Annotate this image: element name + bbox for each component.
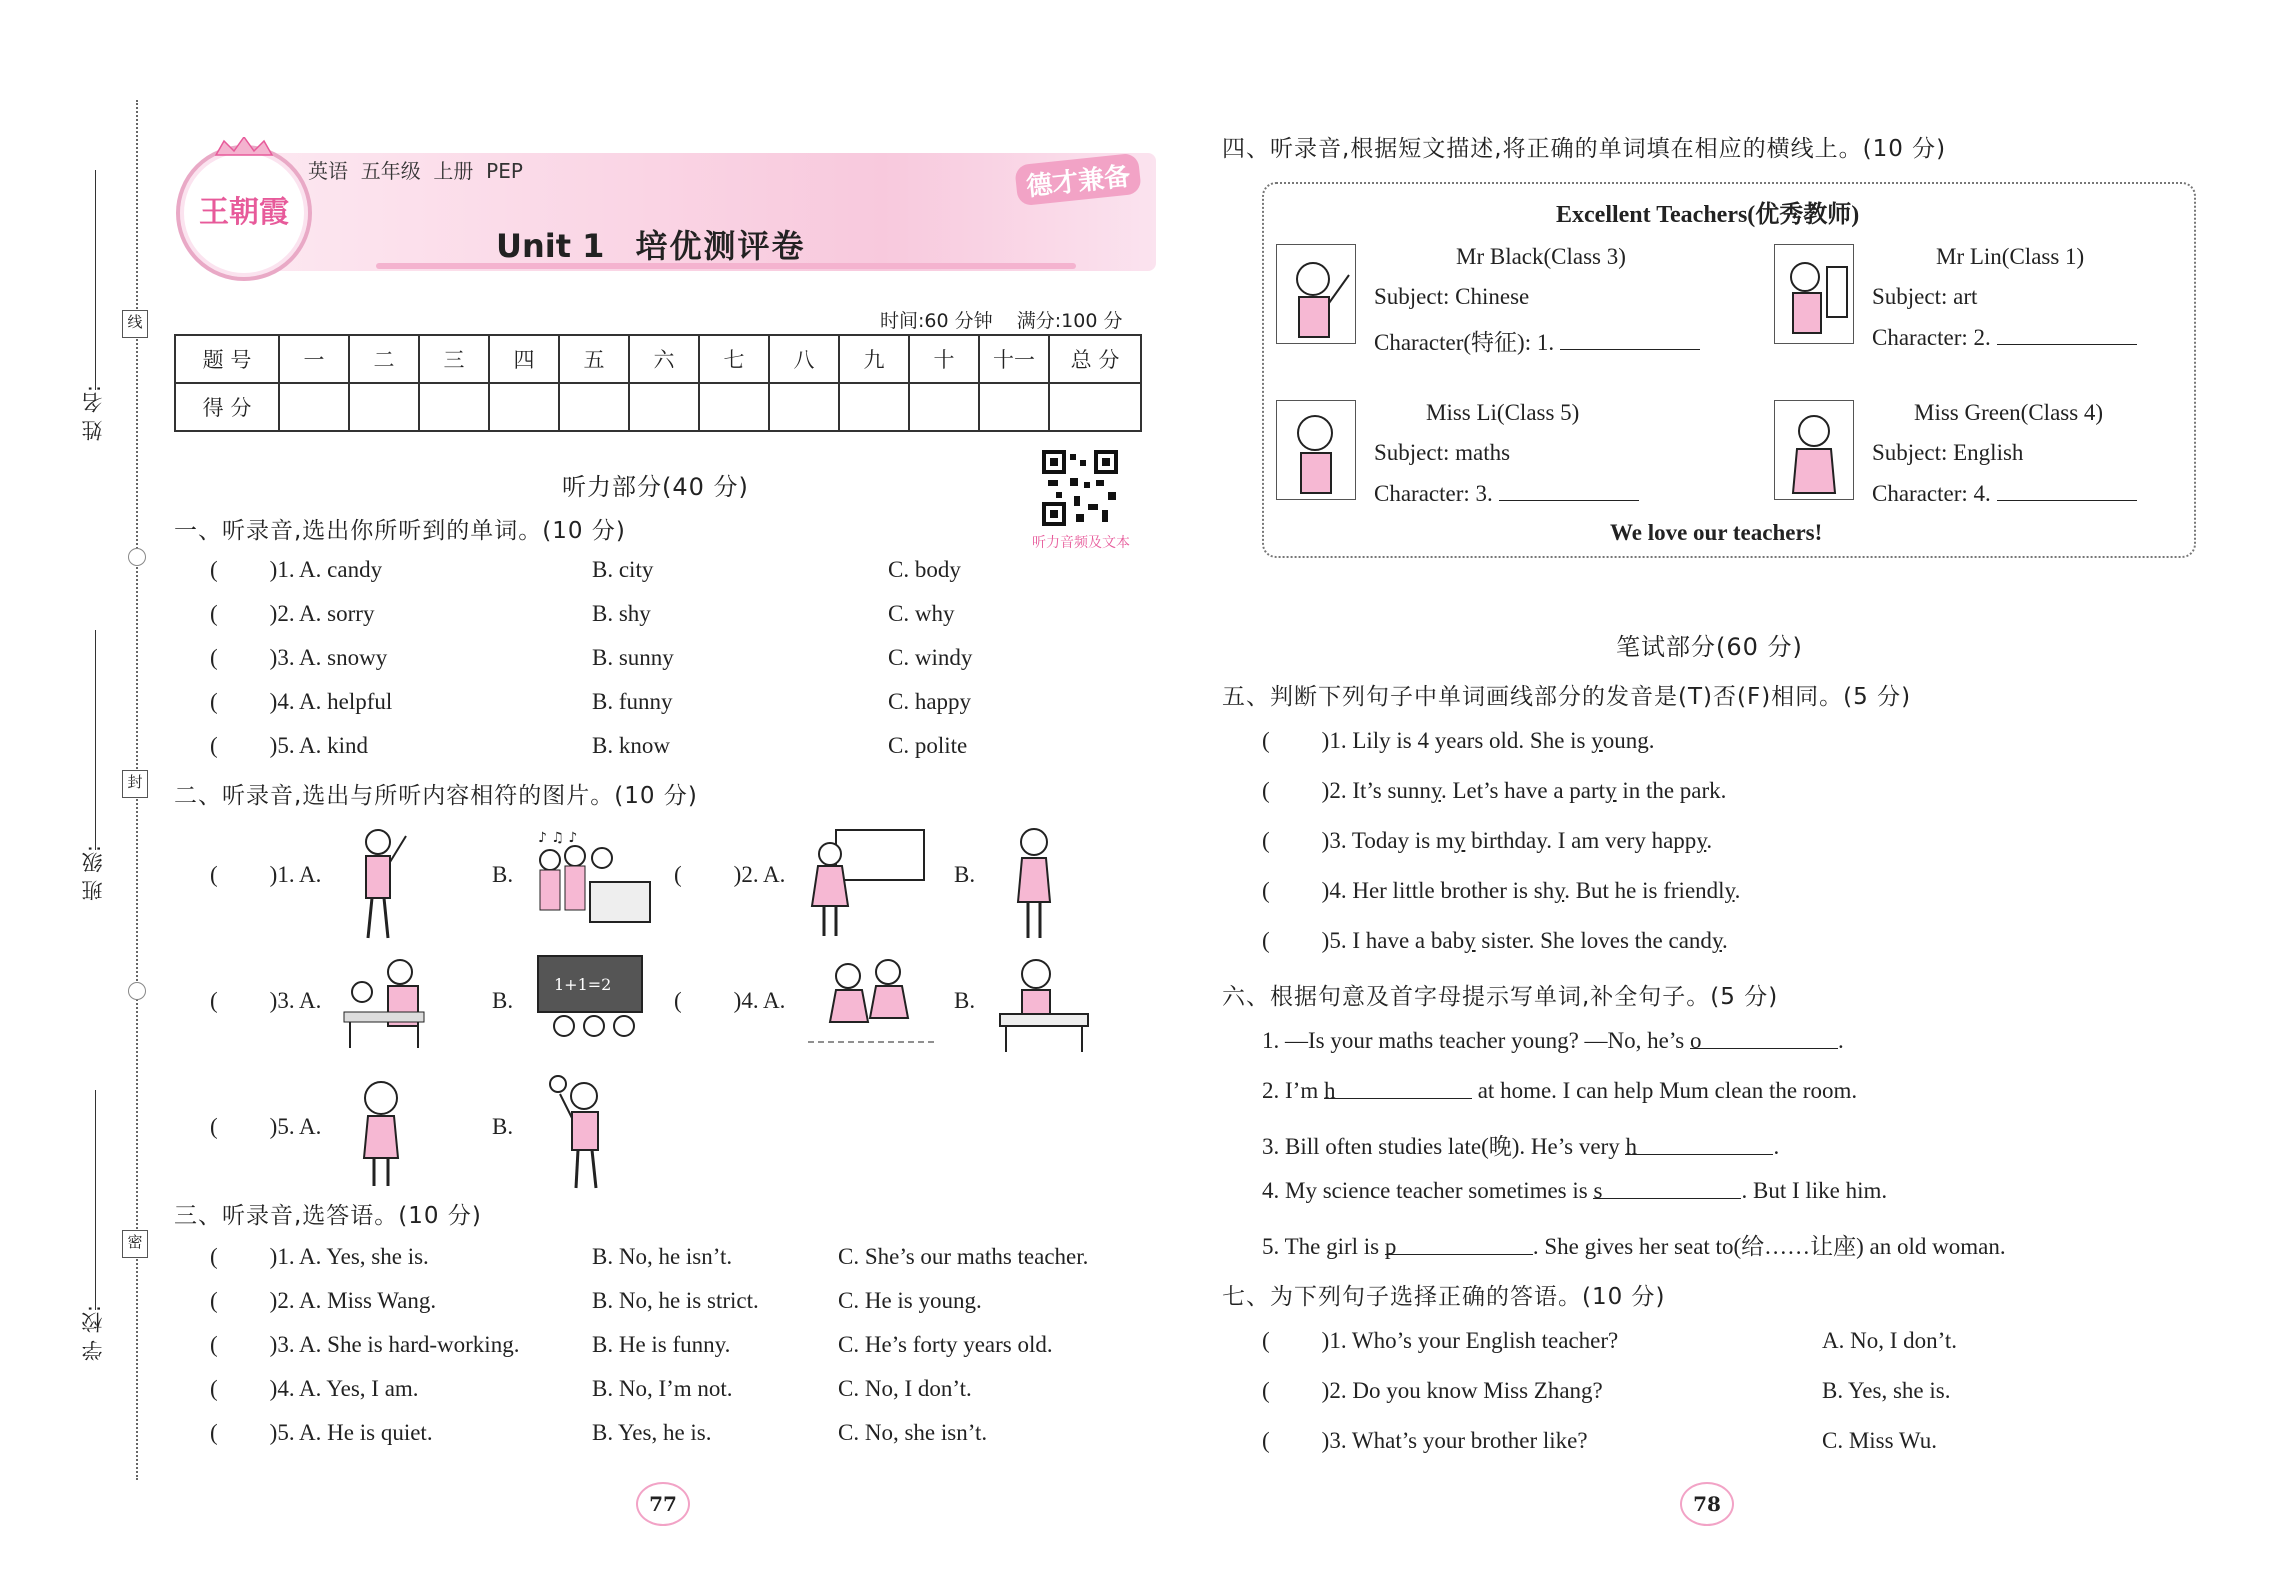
girl-standing-picture[interactable] <box>1004 826 1064 944</box>
score-cell[interactable] <box>279 383 349 431</box>
score-row-label: 得 分 <box>175 383 279 431</box>
s5-item[interactable] <box>1262 878 1740 904</box>
s3-item[interactable] <box>210 1376 419 1402</box>
answer-paren: ( <box>210 689 218 714</box>
s2-item-4[interactable] <box>674 988 785 1014</box>
sentence-text: birthday. I am very happ <box>1465 828 1697 853</box>
option-a: )2. A. sorry <box>269 601 375 626</box>
s1-option-b: B. sunny <box>592 645 674 670</box>
svg-text:♪ ♫ ♪: ♪ ♫ ♪ <box>538 830 578 846</box>
s1-option-b: B. shy <box>592 601 651 626</box>
answer-paren: ( <box>1262 828 1270 853</box>
sentence-text: . But he is friendl <box>1564 878 1725 903</box>
option-a: )4. A. helpful <box>269 689 393 714</box>
sentence-text: . <box>1706 828 1713 853</box>
answer-paren: ( <box>1262 878 1270 903</box>
sentence-text: . <box>1721 928 1728 953</box>
listening-title: 听力部分(40 分) <box>562 473 749 501</box>
word-blank[interactable] <box>1384 1234 1533 1259</box>
word-blank[interactable] <box>1323 1078 1472 1103</box>
answer-paren: ( <box>210 1114 218 1139</box>
header-banner <box>176 145 1156 270</box>
option-a: )1. A. <box>269 862 322 887</box>
classroom-blackboard-picture[interactable] <box>534 952 646 1046</box>
sentence-text: )3. Today is m <box>1321 828 1454 853</box>
option-a: )2. A. Miss Wang. <box>269 1288 437 1313</box>
s3-option-b: B. He is funny. <box>592 1332 731 1357</box>
s2-item-3[interactable] <box>210 988 321 1014</box>
score-cell[interactable] <box>419 383 489 431</box>
page-title <box>496 221 806 267</box>
character-label: Character: 4. <box>1872 481 1991 506</box>
s6-item <box>1262 1128 1779 1161</box>
teachers-box-footer: We love our teachers! <box>1610 520 1823 545</box>
option-a: )1. A. candy <box>269 557 383 582</box>
s7-title: 七、为下列句子选择正确的答语。(10 分) <box>1222 1284 1666 1310</box>
page-number-left <box>636 1482 690 1526</box>
option-a: )3. A. snowy <box>269 645 388 670</box>
s1-option-c: C. happy <box>888 689 972 714</box>
sentence-text: )4. Her little brother is sh <box>1321 878 1555 903</box>
s5-item[interactable] <box>1262 778 1726 804</box>
teacher-helping-student-picture[interactable] <box>340 952 440 1052</box>
answer-paren: ( <box>1262 1378 1270 1403</box>
sentence-text: 2. I’m <box>1262 1078 1324 1103</box>
header-cell: 三 <box>419 335 489 383</box>
answer-paren: ( <box>210 645 218 670</box>
time-score-meta: 时间:60 分钟 满分:100 分 <box>880 310 1123 332</box>
answer-blank-2[interactable] <box>1997 324 2137 345</box>
unit-label: Unit 1 <box>496 227 605 265</box>
header-cell: 五 <box>559 335 629 383</box>
s3-item[interactable] <box>210 1420 433 1446</box>
s1-title: 一、听录音,选出你所听到的单词。(10 分) <box>174 518 626 544</box>
shy-girl-picture[interactable] <box>348 1078 414 1190</box>
sentence-text: 3. Bill often studies late(晚). He’s very <box>1262 1134 1626 1159</box>
teacher-name: Miss Li(Class 5) <box>1426 400 1580 425</box>
s1-option-b: B. know <box>592 733 670 758</box>
teacher-board-picture[interactable] <box>808 826 928 944</box>
sentence-text: sister. She loves the cand <box>1475 928 1712 953</box>
s5-title: 五、判断下列句子中单词画线部分的发音是(T)否(F)相同。(5 分) <box>1222 684 1912 710</box>
header-cell: 一 <box>279 335 349 383</box>
hint-letter: s <box>1593 1178 1603 1203</box>
sentence-text: . Let’s have a part <box>1440 778 1606 803</box>
s5-item[interactable] <box>1262 828 1712 854</box>
seal-mark-secret: 密 <box>122 1230 148 1258</box>
header-cell: 八 <box>769 335 839 383</box>
answer-paren: ( <box>210 1376 218 1401</box>
school-field[interactable] <box>95 1090 96 1310</box>
teachers-box <box>1262 182 2196 558</box>
seal-mark-line: 线 <box>122 310 148 338</box>
s2-title: 二、听录音,选出与所听内容相符的图片。(10 分) <box>174 783 698 809</box>
s1-item[interactable] <box>210 557 382 583</box>
option-a: )5. A. He is quiet. <box>269 1420 433 1445</box>
question-text: )2. Do you know Miss Zhang? <box>1321 1378 1603 1403</box>
binding-margin <box>0 0 150 1582</box>
score-cell[interactable] <box>979 383 1049 431</box>
option-a: )4. A. <box>733 988 786 1013</box>
answer-paren: ( <box>1262 778 1270 803</box>
header-cell: 二 <box>349 335 419 383</box>
s3-option-c: C. He’s forty years old. <box>838 1332 1053 1357</box>
sentence-text: . But I like him. <box>1741 1178 1888 1203</box>
s2-option-b: B. <box>492 988 514 1013</box>
teacher-portrait-lin <box>1774 244 1854 344</box>
s3-option-c: C. No, she isn’t. <box>838 1420 988 1445</box>
sentence-text: 4. My science teacher sometimes is <box>1262 1178 1594 1203</box>
header-cell: 六 <box>629 335 699 383</box>
s2-item-1[interactable] <box>210 862 321 888</box>
teacher-portrait-green <box>1774 400 1854 500</box>
s7-answer: B. Yes, she is. <box>1822 1378 1951 1403</box>
score-cell[interactable] <box>1049 383 1141 431</box>
s2-option-b: B. <box>954 988 976 1013</box>
option-a: )1. A. Yes, she is. <box>269 1244 429 1269</box>
name-label: 姓 名: <box>81 385 105 441</box>
children-singing-picture[interactable] <box>530 830 660 940</box>
s3-item[interactable] <box>210 1244 429 1270</box>
series-info: 英语 五年级 上册 PEP <box>308 159 523 183</box>
score-cell[interactable] <box>699 383 769 431</box>
hint-letter: h <box>1323 1078 1336 1103</box>
answer-paren: ( <box>1262 1428 1270 1453</box>
s1-item[interactable] <box>210 733 368 759</box>
s6-title: 六、根据句意及首字母提示写单词,补全句子。(5 分) <box>1222 984 1779 1010</box>
seal-mark-seal: 封 <box>122 770 148 798</box>
teacher-subject: Subject: maths <box>1374 440 1511 465</box>
teacher-subject: Subject: art <box>1872 284 1978 309</box>
binding-hole <box>128 548 146 566</box>
s7-answer: A. No, I don’t. <box>1822 1328 1958 1353</box>
teacher-character <box>1872 324 2137 351</box>
school-label: 学 校: <box>81 1305 105 1361</box>
header-cell: 总 分 <box>1049 335 1141 383</box>
score-header-row <box>175 335 1141 383</box>
sentence-text: 5. The girl is <box>1262 1234 1385 1259</box>
s1-option-c: C. why <box>888 601 955 626</box>
s7-answer: C. Miss Wu. <box>1822 1428 1937 1453</box>
s7-item[interactable] <box>1262 1378 1603 1404</box>
score-table <box>174 334 1142 432</box>
word-blank[interactable] <box>1593 1178 1741 1203</box>
underlined-letter: y <box>1724 878 1735 903</box>
name-field[interactable] <box>95 170 96 390</box>
s7-item[interactable] <box>1262 1428 1588 1454</box>
sentence-text: )1. Lily is 4 years old. She is <box>1321 728 1592 753</box>
s6-item <box>1262 1078 1857 1104</box>
s7-item[interactable] <box>1262 1328 1618 1354</box>
teacher-name: Miss Green(Class 4) <box>1914 400 2104 425</box>
answer-paren: ( <box>210 1288 218 1313</box>
answer-paren: ( <box>1262 728 1270 753</box>
header-cell: 九 <box>839 335 909 383</box>
answer-paren: ( <box>210 557 218 582</box>
s3-option-c: C. He is young. <box>838 1288 982 1313</box>
logo-text: 王朝霞 <box>199 195 289 230</box>
s3-title: 三、听录音,选答语。(10 分) <box>174 1203 482 1229</box>
teachers-box-title: Excellent Teachers(优秀教师) <box>1556 202 1860 228</box>
teacher-character <box>1872 480 2137 507</box>
answer-paren: ( <box>210 1420 218 1445</box>
qr-caption: 听力音频及文本 <box>1032 535 1130 551</box>
s5-item[interactable] <box>1262 928 1728 954</box>
crown-icon <box>214 137 274 157</box>
s6-item <box>1262 1028 1844 1054</box>
logo <box>176 145 312 281</box>
underlined-letter: y <box>1605 778 1617 803</box>
header-cell: 十一 <box>979 335 1049 383</box>
score-cell[interactable] <box>349 383 419 431</box>
s2-item-2[interactable] <box>674 862 785 888</box>
teacher-portrait-black <box>1276 244 1356 344</box>
score-cell[interactable] <box>559 383 629 431</box>
answer-paren: ( <box>1262 928 1270 953</box>
sentence-text: 1. —Is your maths teacher young? —No, he’s <box>1262 1028 1690 1053</box>
word-blank[interactable] <box>1689 1028 1838 1053</box>
teacher-portrait-li <box>1276 400 1356 500</box>
option-a: )5. A. kind <box>269 733 369 758</box>
header-cell: 十 <box>909 335 979 383</box>
s1-option-b: B. city <box>592 557 654 582</box>
answer-blank-4[interactable] <box>1997 480 2137 501</box>
s4-title: 四、听录音,根据短文描述,将正确的单词填在相应的横线上。(10 分) <box>1222 136 1947 162</box>
score-input-row <box>175 383 1141 431</box>
s1-option-c: C. windy <box>888 645 973 670</box>
s5-item[interactable] <box>1262 728 1655 754</box>
s3-option-c: C. No, I don’t. <box>838 1376 972 1401</box>
s1-option-c: C. polite <box>888 733 968 758</box>
teacher-pointing-picture[interactable] <box>350 826 410 944</box>
sentence-text: )5. I have a bab <box>1321 928 1465 953</box>
option-a: )5. A. <box>269 1114 322 1139</box>
sentence-text: oung. <box>1602 728 1655 753</box>
answer-paren: ( <box>674 988 682 1013</box>
sentence-text: in the park. <box>1616 778 1727 803</box>
svg-text:1+1=2: 1+1=2 <box>554 975 612 994</box>
underlined-letter: y <box>1453 828 1466 853</box>
s2-option-b: B. <box>492 1114 514 1139</box>
title-label: 培优测评卷 <box>635 227 806 265</box>
answer-blank-1[interactable] <box>1560 329 1700 350</box>
header-cell: 七 <box>699 335 769 383</box>
answer-paren: ( <box>210 601 218 626</box>
score-cell[interactable] <box>629 383 699 431</box>
s1-item[interactable] <box>210 601 374 627</box>
class-label: 班 级: <box>81 845 105 901</box>
hint-letter: h <box>1625 1134 1637 1159</box>
children-playing-picture[interactable] <box>808 952 938 1058</box>
s3-item[interactable] <box>210 1288 436 1314</box>
score-cell[interactable] <box>489 383 559 431</box>
s2-option-b: B. <box>492 862 514 887</box>
answer-paren: ( <box>210 1332 218 1357</box>
hint-letter: o <box>1689 1028 1702 1053</box>
option-a: )3. A. <box>269 988 322 1013</box>
answer-paren: ( <box>210 1244 218 1269</box>
s3-item[interactable] <box>210 1332 519 1358</box>
option-a: )4. A. Yes, I am. <box>269 1376 419 1401</box>
page-number-right <box>1680 1482 1734 1526</box>
s2-item-5[interactable] <box>210 1114 321 1140</box>
header-cell: 四 <box>489 335 559 383</box>
word-blank[interactable] <box>1625 1134 1773 1159</box>
character-label: Character: 2. <box>1872 325 1991 350</box>
score-cell[interactable] <box>769 383 839 431</box>
header-cell: 题 号 <box>175 335 279 383</box>
s3-option-c: C. She’s our maths teacher. <box>838 1244 1089 1269</box>
s1-item[interactable] <box>210 645 387 671</box>
underlined-letter: y <box>1430 778 1441 803</box>
s3-option-b: B. No, I’m not. <box>592 1376 733 1401</box>
s3-option-b: B. Yes, he is. <box>592 1420 712 1445</box>
page-number-text: 77 <box>649 1492 677 1516</box>
underlined-letter: y <box>1696 828 1707 853</box>
sentence-text: . <box>1773 1134 1780 1159</box>
s6-item <box>1262 1178 1887 1204</box>
sentence-text: )2. It’s sunn <box>1321 778 1431 803</box>
score-cell[interactable] <box>909 383 979 431</box>
sentence-text: at home. I can help Mum clean the room. <box>1471 1078 1858 1103</box>
binding-hole <box>128 982 146 1000</box>
answer-paren: ( <box>210 733 218 758</box>
character-label: Character(特征): 1. <box>1374 330 1555 355</box>
score-cell[interactable] <box>839 383 909 431</box>
teacher-name: Mr Black(Class 3) <box>1456 244 1626 269</box>
underlined-letter: y <box>1711 928 1722 953</box>
teacher-subject: Subject: Chinese <box>1374 284 1530 309</box>
page-number-text: 78 <box>1693 1492 1721 1516</box>
boy-idea-picture[interactable] <box>546 1074 616 1192</box>
option-a: )3. A. She is hard-working. <box>269 1332 520 1357</box>
teacher-subject: Subject: English <box>1872 440 2024 465</box>
underlined-letter: y <box>1591 728 1603 753</box>
answer-paren: ( <box>674 862 682 887</box>
girl-at-desk-picture[interactable] <box>996 952 1092 1056</box>
underlined-letter: y <box>1554 878 1565 903</box>
character-label: Character: 3. <box>1374 481 1493 506</box>
s1-item[interactable] <box>210 689 392 715</box>
question-text: )1. Who’s your English teacher? <box>1321 1328 1619 1353</box>
answer-blank-3[interactable] <box>1499 480 1639 501</box>
s1-option-b: B. funny <box>592 689 673 714</box>
class-field[interactable] <box>95 630 96 850</box>
s3-option-b: B. No, he isn’t. <box>592 1244 733 1269</box>
s3-option-b: B. No, he is strict. <box>592 1288 759 1313</box>
sentence-text: . <box>1837 1028 1844 1053</box>
question-text: )3. What’s your brother like? <box>1321 1428 1588 1453</box>
s1-option-c: C. body <box>888 557 961 582</box>
answer-paren: ( <box>210 862 218 887</box>
s2-option-b: B. <box>954 862 976 887</box>
sentence-text: . She gives her seat to(给……让座) an old woman. <box>1532 1234 2006 1259</box>
teacher-name: Mr Lin(Class 1) <box>1936 244 2085 269</box>
badge: 德才兼备 <box>1014 153 1142 207</box>
hint-letter: p <box>1384 1234 1397 1259</box>
sentence-text: . <box>1734 878 1741 903</box>
teacher-character <box>1374 480 1639 507</box>
s6-item <box>1262 1228 2006 1261</box>
answer-paren: ( <box>210 988 218 1013</box>
underlined-letter: y <box>1464 928 1476 953</box>
writing-title: 笔试部分(60 分) <box>1616 633 1803 661</box>
option-a: )2. A. <box>733 862 786 887</box>
qr-code-icon[interactable] <box>1040 448 1120 528</box>
answer-paren: ( <box>1262 1328 1270 1353</box>
teacher-character <box>1374 324 1700 357</box>
